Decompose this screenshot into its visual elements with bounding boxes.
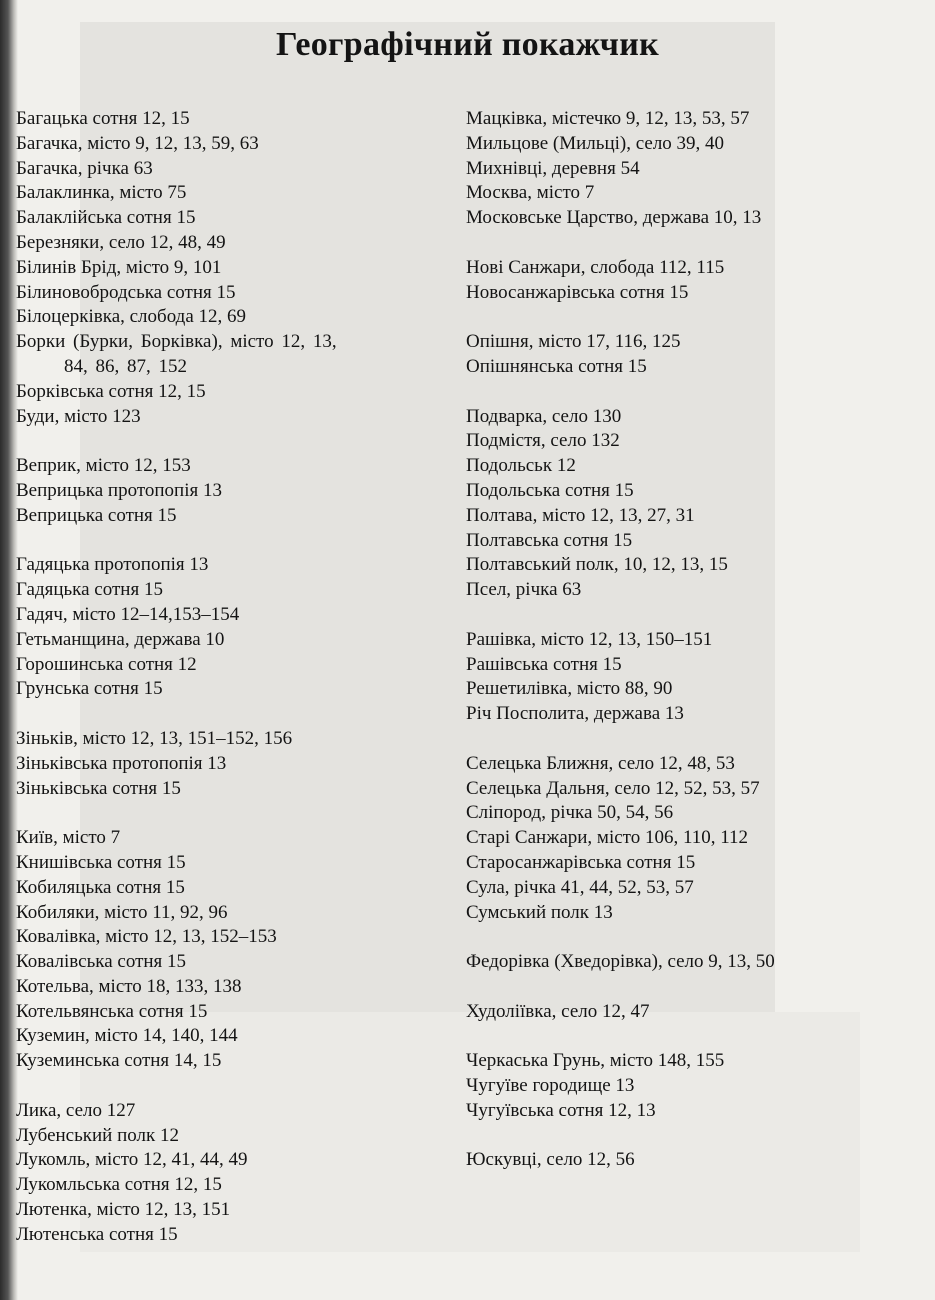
index-entry: Борківська сотня 12, 15 — [16, 380, 206, 402]
index-column-left — [16, 107, 436, 1248]
index-entry: Лютенська сотня 15 — [16, 1223, 178, 1245]
index-entry: Буди, місто 123 — [16, 405, 141, 427]
index-entry: Селецька Дальня, село 12, 52, 53, 57 — [466, 777, 760, 799]
index-entry: Ковалівська сотня 15 — [16, 951, 187, 973]
index-entry: Балаклинка, місто 75 — [16, 182, 187, 204]
index-entry: Черкаська Грунь, місто 148, 155 — [466, 1050, 725, 1072]
index-entry: Федорівка (Хведорівка), село 9, 13, 50 — [466, 951, 775, 973]
index-entry: Подмістя, село 132 — [466, 430, 620, 452]
index-entry: Березняки, село 12, 48, 49 — [16, 231, 226, 253]
index-entry: Мацківка, містечко 9, 12, 13, 53, 57 — [466, 108, 750, 129]
section-gap — [16, 529, 436, 554]
index-entry: Білинів Брід, місто 9, 101 — [16, 256, 222, 278]
index-entry: Книшівська сотня 15 — [16, 851, 186, 873]
index-entry: Гетьманщина, держава 10 — [16, 628, 225, 650]
index-entry: Рашівська сотня 15 — [466, 653, 622, 675]
index-entry: Старосанжарівська сотня 15 — [466, 851, 696, 873]
index-entry: Новосанжарівська сотня 15 — [466, 281, 689, 303]
index-entry: Юскувці, село 12, 56 — [466, 1149, 635, 1171]
index-entry: Мильцове (Мильці), село 39, 40 — [466, 132, 725, 154]
index-entry: Веприк, місто 12, 153 — [16, 455, 191, 477]
index-entry: Сумський полк 13 — [466, 901, 613, 923]
index-entry: Багацька сотня 12, 15 — [16, 108, 190, 129]
index-entry: Нові Санжари, слобода 112, 115 — [466, 256, 725, 278]
section-gap — [466, 305, 906, 330]
index-entry: Московське Царство, держава 10, 13 — [466, 207, 762, 229]
section-gap — [466, 727, 906, 752]
index-entry: Гадяцька протопопія 13 — [16, 554, 209, 576]
index-entry: Веприцька протопопія 13 — [16, 479, 222, 501]
index-entry: Рашівка, місто 12, 13, 150–151 — [466, 628, 713, 650]
index-entry: Річ Посполита, держава 13 — [466, 703, 684, 725]
index-entry-multiline — [16, 330, 436, 380]
index-entry: Київ, місто 7 — [16, 827, 121, 849]
section-gap — [16, 429, 436, 454]
index-entry: Веприцька сотня 15 — [16, 504, 177, 526]
index-column-right — [466, 107, 906, 1173]
section-gap — [16, 1074, 436, 1099]
index-entry: Лубенський полк 12 — [16, 1124, 179, 1146]
index-entry: Багачка, річка 63 — [16, 157, 153, 179]
index-entry: Сула, річка 41, 44, 52, 53, 57 — [466, 876, 694, 898]
section-gap — [16, 702, 436, 727]
index-entry: Худоліївка, село 12, 47 — [466, 1000, 650, 1022]
index-entry: Гадяцька сотня 15 — [16, 579, 163, 601]
index-entry: Старі Санжари, місто 106, 110, 112 — [466, 827, 749, 849]
page-title: Географічний покажчик — [275, 26, 660, 63]
index-entry: Подольська сотня 15 — [466, 479, 634, 501]
index-entry: Куземин, місто 14, 140, 144 — [16, 1025, 238, 1047]
index-entry: Гадяч, місто 12–14,153–154 — [16, 603, 240, 625]
section-gap — [466, 603, 906, 628]
index-entry: Горошинська сотня 12 — [16, 653, 197, 675]
section-gap — [466, 975, 906, 1000]
index-entry: Полтавський полк, 10, 12, 13, 15 — [466, 554, 728, 576]
index-entry: Лютенка, місто 12, 13, 151 — [16, 1199, 231, 1221]
index-entry-line: Борки (Бурки, Борківка), місто 12, 13, — [16, 331, 337, 353]
index-entry: Котельвянська сотня 15 — [16, 1000, 208, 1022]
index-entry: Михнівці, деревня 54 — [466, 157, 640, 179]
index-entry: Псел, річка 63 — [466, 579, 582, 601]
index-entry: Полтава, місто 12, 13, 27, 31 — [466, 504, 695, 526]
index-entry: Котельва, місто 18, 133, 138 — [16, 975, 242, 997]
index-entry: Лика, село 127 — [16, 1099, 136, 1121]
index-entry: Куземинська сотня 14, 15 — [16, 1050, 222, 1072]
index-entry: Чугуїве городище 13 — [466, 1075, 635, 1097]
section-gap — [466, 1124, 906, 1149]
index-entry: Опішня, місто 17, 116, 125 — [466, 331, 681, 353]
index-entry: Подварка, село 130 — [466, 405, 622, 427]
index-entry: Сліпород, річка 50, 54, 56 — [466, 802, 674, 824]
index-entry: Селецька Ближня, село 12, 48, 53 — [466, 752, 735, 774]
index-entry: Лукомль, місто 12, 41, 44, 49 — [16, 1149, 248, 1171]
index-entry: Кобиляцька сотня 15 — [16, 876, 185, 898]
index-entry: Грунська сотня 15 — [16, 678, 163, 700]
section-gap — [466, 380, 906, 405]
index-entry: Багачка, місто 9, 12, 13, 59, 63 — [16, 132, 259, 154]
index-entry: Зіньків, місто 12, 13, 151–152, 156 — [16, 727, 293, 749]
index-entry: Полтавська сотня 15 — [466, 529, 633, 551]
section-gap — [466, 1024, 906, 1049]
section-gap — [466, 231, 906, 256]
index-entry-continuation: 84, 86, 87, 152 — [64, 355, 187, 377]
index-entry: Подольськ 12 — [466, 455, 576, 477]
index-entry: Опішнянська сотня 15 — [466, 355, 647, 377]
index-entry: Зіньківська сотня 15 — [16, 777, 181, 799]
section-gap — [466, 925, 906, 950]
index-entry: Балаклійська сотня 15 — [16, 207, 196, 229]
index-entry: Білоцерківка, слобода 12, 69 — [16, 306, 247, 328]
index-entry: Ковалівка, місто 12, 13, 152–153 — [16, 926, 277, 948]
index-entry: Чугуївська сотня 12, 13 — [466, 1099, 656, 1121]
section-gap — [16, 801, 436, 826]
index-entry: Москва, місто 7 — [466, 182, 595, 204]
index-entry: Зіньківська протопопія 13 — [16, 752, 227, 774]
index-entry: Решетилівка, місто 88, 90 — [466, 678, 673, 700]
index-entry: Лукомльська сотня 12, 15 — [16, 1174, 222, 1196]
index-entry: Кобиляки, місто 11, 92, 96 — [16, 901, 228, 923]
index-entry: Білиновобродська сотня 15 — [16, 281, 236, 303]
